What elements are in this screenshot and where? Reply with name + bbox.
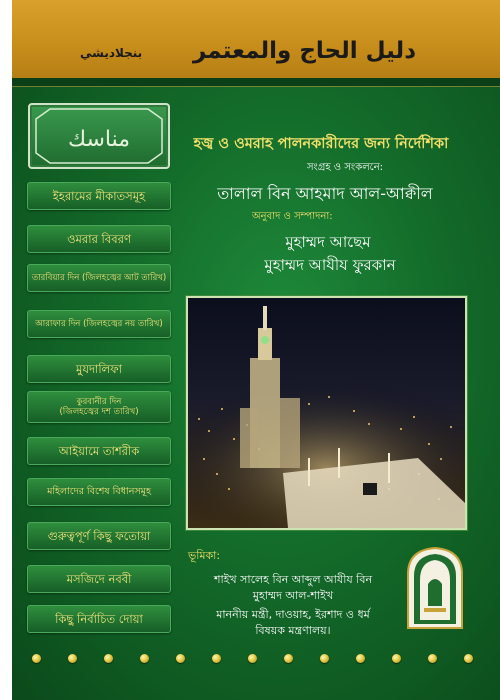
menu-item-label: তারবিয়ার দিন (জিলহজ্বের আট তারিখ) xyxy=(31,273,167,283)
menu-item-label: আইয়ামে তাশরীক xyxy=(58,444,140,458)
menu-item-duas[interactable] xyxy=(27,605,171,633)
menu-item-fatwa[interactable] xyxy=(27,522,171,550)
ministry-seal-icon xyxy=(402,544,468,632)
menu-item-umrah[interactable] xyxy=(27,225,171,253)
menu-item-nahr[interactable] xyxy=(27,391,171,423)
preface-line-1: শাইখ সালেহ বিন আব্দুল আযীয বিন xyxy=(213,573,373,586)
menu-item-label: কিছু নির্বাচিত দোয়া xyxy=(55,612,143,626)
manasik-logo-icon xyxy=(30,105,168,167)
menu-item-muzdalifah[interactable] xyxy=(27,355,171,383)
author-name: তালাল বিন আহমাদ আল-আক্বীল xyxy=(217,184,433,203)
menu-item-tashreeq[interactable] xyxy=(27,437,171,465)
menu-item-miqat[interactable] xyxy=(27,182,171,210)
header-language-tag: بنجلاديشي xyxy=(80,46,143,60)
dot xyxy=(428,654,437,663)
menu-item-label: ওমরার বিবরণ xyxy=(67,232,131,246)
preface-line-3: মাননীয় মন্ত্রী, দাওয়াহ, ইরশাদ ও ধর্ম xyxy=(216,608,370,621)
preface-line-4: বিষয়ক মন্ত্রণালয়। xyxy=(255,624,331,637)
translator-2: মুহাম্মদ আযীয ফুরকান xyxy=(264,256,396,274)
dot xyxy=(140,654,149,663)
menu-item-label: কুরবানীর দিন xyxy=(76,397,122,407)
manasik-logo[interactable] xyxy=(28,103,170,169)
menu-item-women[interactable] xyxy=(27,478,171,506)
header-title: دليل الحاج والمعتمر xyxy=(192,38,416,64)
dot xyxy=(356,654,365,663)
menu-item-label: মুযদালিফা xyxy=(76,362,122,376)
menu-item-label: মসজিদে নববী xyxy=(66,572,132,586)
clock-tower-image xyxy=(188,298,465,528)
translation-label: অনুবাদ ও সম্পাদনা: xyxy=(252,211,333,222)
header-divider xyxy=(12,78,500,86)
translator-1: মুহাম্মদ আছেম xyxy=(285,233,371,251)
menu-item-label: ইহরামের মীকাতসমূহ xyxy=(52,189,146,203)
decorative-dots xyxy=(24,654,494,666)
menu-item-arafah[interactable] xyxy=(27,310,171,338)
preface-line-2: মুহাম্মদ আল-শাইখ xyxy=(252,589,334,602)
makkah-night-photo xyxy=(186,296,467,530)
dot xyxy=(32,654,41,663)
logo-text: مناسك xyxy=(67,127,131,152)
dot xyxy=(68,654,77,663)
dot xyxy=(464,654,473,663)
dot xyxy=(104,654,113,663)
compiled-label: সংগ্রহ ও সংকলনে: xyxy=(306,162,384,173)
dot xyxy=(248,654,257,663)
menu-item-label: মহিলাদের বিশেষ বিধানসমূহ xyxy=(47,486,151,497)
dot xyxy=(176,654,185,663)
dot xyxy=(320,654,329,663)
dot xyxy=(392,654,401,663)
menu-item-masjid-nabawi[interactable] xyxy=(27,565,171,593)
gold-rule xyxy=(12,86,500,87)
dot xyxy=(284,654,293,663)
preface-label: ভূমিকা: xyxy=(188,549,221,562)
menu-item-label: গুরুত্বপূর্ণ কিছু ফতোয়া xyxy=(47,529,151,543)
dot xyxy=(212,654,221,663)
menu-item-sublabel: (জিলহজ্বের দশ তারিখ) xyxy=(59,407,139,417)
menu-item-label: আরাফার দিন (জিলহজ্বের নয় তারিখ) xyxy=(35,319,163,329)
book-title: হজ্ব ও ওমরাহ পালনকারীদের জন্য নির্দেশিকা xyxy=(193,136,449,152)
menu-item-tarwiyah[interactable] xyxy=(27,264,171,292)
